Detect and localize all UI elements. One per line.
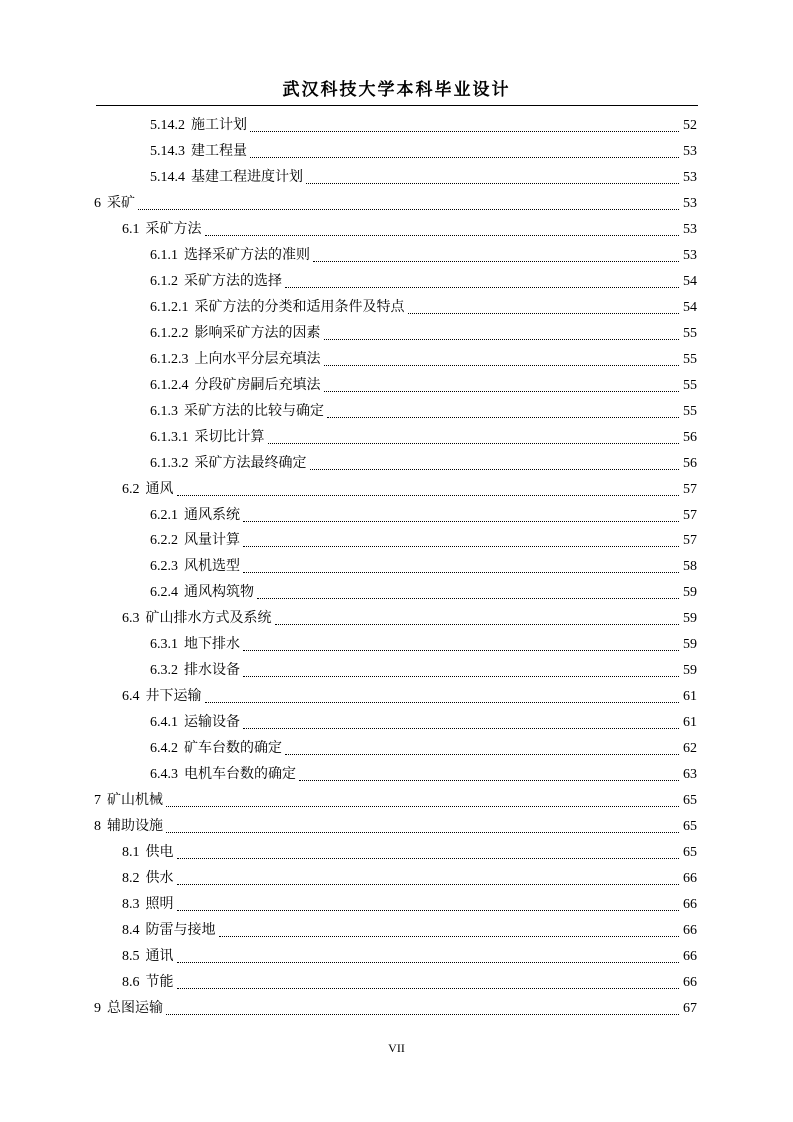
toc-entry-page-number: 56 <box>683 455 697 471</box>
toc-entry-number: 6.2 <box>122 481 140 497</box>
toc-entry-title: 节能 <box>145 974 174 990</box>
running-header-title: 武汉科技大学本科毕业设计 <box>282 80 511 99</box>
toc-entry-page-number: 67 <box>683 1000 697 1016</box>
toc-entry[interactable] <box>0 762 793 788</box>
dot-leader <box>268 443 680 444</box>
toc-entry-number: 6.2.1 <box>150 507 178 523</box>
toc-entry-number: 6.3.1 <box>150 637 178 653</box>
toc-entry-number: 8.5 <box>122 948 140 964</box>
toc-entry[interactable] <box>0 996 793 1022</box>
dot-leader <box>243 676 679 677</box>
toc-entry-page-number: 66 <box>683 871 697 887</box>
toc-entry-number: 6.4.2 <box>150 741 178 757</box>
toc-entry-page-number: 59 <box>683 611 697 627</box>
toc-entry-page-number: 57 <box>683 533 697 549</box>
toc-entry[interactable] <box>0 710 793 736</box>
toc-entry-page-number: 54 <box>683 299 697 315</box>
toc-entry[interactable] <box>0 165 793 191</box>
toc-entry-number: 6.1.2.1 <box>150 299 189 315</box>
dot-leader <box>310 469 680 470</box>
toc-entry-number: 6.1.3 <box>150 403 178 419</box>
dot-leader <box>327 417 679 418</box>
toc-entry-title: 采矿方法的比较与确定 <box>184 403 324 419</box>
dot-leader <box>250 131 679 132</box>
toc-entry-number: 6.1.2.3 <box>150 351 189 367</box>
toc-entry-number: 6.3.2 <box>150 663 178 679</box>
toc-entry-number: 6.2.3 <box>150 559 178 575</box>
toc-entry-number: 6.4.1 <box>150 715 178 731</box>
toc-entry-title: 采矿方法的选择 <box>184 273 282 289</box>
dot-leader <box>205 235 680 236</box>
toc-entry-title: 通风 <box>145 481 174 497</box>
toc-entry[interactable] <box>0 658 793 684</box>
dot-leader <box>408 313 680 314</box>
dot-leader <box>166 1014 679 1015</box>
page-number: VII <box>388 1041 405 1055</box>
toc-entry[interactable] <box>0 788 793 814</box>
toc-entry-number: 6.1.2.2 <box>150 325 189 341</box>
toc-entry[interactable] <box>0 269 793 295</box>
toc-entry-page-number: 55 <box>683 325 697 341</box>
toc-entry-number: 6.1.3.1 <box>150 429 189 445</box>
dot-leader <box>177 884 680 885</box>
toc-entry-page-number: 66 <box>683 974 697 990</box>
toc-entry-page-number: 53 <box>683 221 697 237</box>
toc-entry-title: 井下运输 <box>145 689 202 705</box>
toc-entry[interactable] <box>0 295 793 321</box>
toc-entry-page-number: 62 <box>683 741 697 757</box>
dot-leader <box>257 598 679 599</box>
table-of-contents <box>0 113 793 1022</box>
toc-entry-page-number: 65 <box>683 793 697 809</box>
toc-entry-number: 9 <box>94 1000 101 1016</box>
toc-entry[interactable] <box>0 918 793 944</box>
toc-entry-title: 上向水平分层充填法 <box>194 351 321 367</box>
toc-entry-title: 矿车台数的确定 <box>184 741 282 757</box>
toc-entry-page-number: 66 <box>683 897 697 913</box>
toc-entry-page-number: 59 <box>683 637 697 653</box>
dot-leader <box>177 495 680 496</box>
toc-entry[interactable] <box>0 892 793 918</box>
dot-leader <box>299 780 679 781</box>
toc-entry-number: 5.14.2 <box>150 117 185 133</box>
toc-entry-title: 运输设备 <box>184 715 240 731</box>
toc-entry-number: 8.6 <box>122 974 140 990</box>
toc-entry-page-number: 55 <box>683 403 697 419</box>
toc-entry-title: 矿山排水方式及系统 <box>145 611 272 627</box>
dot-leader <box>243 728 679 729</box>
toc-entry-number: 8.3 <box>122 897 140 913</box>
dot-leader <box>177 910 680 911</box>
toc-entry-number: 6.1.1 <box>150 247 178 263</box>
toc-entry-number: 6.4.3 <box>150 767 178 783</box>
toc-entry-title: 风机选型 <box>184 559 240 575</box>
toc-entry-title: 通风系统 <box>184 507 240 523</box>
dot-leader <box>285 287 679 288</box>
toc-entry[interactable] <box>0 606 793 632</box>
toc-entry-title: 采矿方法 <box>145 221 202 237</box>
dot-leader <box>166 806 679 807</box>
toc-entry-number: 6.3 <box>122 611 140 627</box>
toc-entry-number: 7 <box>94 793 101 809</box>
toc-entry-number: 8.1 <box>122 845 140 861</box>
toc-entry[interactable] <box>0 970 793 996</box>
toc-entry-number: 6.1.3.2 <box>150 455 189 471</box>
dot-leader <box>313 261 679 262</box>
toc-entry-page-number: 65 <box>683 819 697 835</box>
toc-entry[interactable] <box>0 451 793 477</box>
toc-entry-title: 选择采矿方法的准则 <box>184 247 310 263</box>
toc-entry-page-number: 57 <box>683 507 697 523</box>
toc-entry-title: 施工计划 <box>191 117 247 133</box>
toc-entry-page-number: 52 <box>683 117 697 133</box>
dot-leader <box>243 521 679 522</box>
toc-entry[interactable] <box>0 944 793 970</box>
toc-entry-title: 采矿方法最终确定 <box>194 455 307 471</box>
toc-entry-page-number: 55 <box>683 351 697 367</box>
toc-entry-page-number: 66 <box>683 923 697 939</box>
toc-entry-number: 8 <box>94 819 101 835</box>
toc-entry-title: 排水设备 <box>184 663 240 679</box>
toc-entry[interactable] <box>0 217 793 243</box>
toc-entry[interactable] <box>0 243 793 269</box>
dot-leader <box>250 157 679 158</box>
toc-entry[interactable] <box>0 684 793 710</box>
toc-entry-title: 电机车台数的确定 <box>184 767 296 783</box>
toc-entry[interactable] <box>0 477 793 503</box>
toc-entry[interactable] <box>0 321 793 347</box>
toc-entry-title: 防雷与接地 <box>145 923 216 939</box>
toc-entry-number: 6.1 <box>122 221 140 237</box>
toc-entry-title: 供电 <box>145 845 174 861</box>
toc-entry[interactable] <box>0 554 793 580</box>
toc-entry[interactable] <box>0 632 793 658</box>
toc-entry-number: 6.2.4 <box>150 585 178 601</box>
toc-entry-page-number: 53 <box>683 195 697 211</box>
dot-leader <box>166 832 679 833</box>
toc-entry-title: 照明 <box>145 897 174 913</box>
toc-entry-title: 通讯 <box>145 948 174 964</box>
toc-entry-title: 采矿方法的分类和适用条件及特点 <box>194 299 405 315</box>
toc-entry-number: 6.4 <box>122 689 140 705</box>
dot-leader <box>243 572 679 573</box>
dot-leader <box>138 209 679 210</box>
toc-entry-title: 风量计算 <box>184 533 240 549</box>
dot-leader <box>243 546 679 547</box>
toc-entry-title: 采矿 <box>107 195 135 211</box>
toc-entry[interactable] <box>0 347 793 373</box>
toc-entry-number: 8.4 <box>122 923 140 939</box>
toc-entry-number: 6.1.2 <box>150 273 178 289</box>
toc-entry-title: 辅助设施 <box>107 819 163 835</box>
toc-entry-number: 6.2.2 <box>150 533 178 549</box>
dot-leader <box>324 365 680 366</box>
dot-leader <box>177 962 680 963</box>
toc-entry-title: 矿山机械 <box>107 793 163 809</box>
dot-leader <box>306 183 679 184</box>
toc-entry-title: 基建工程进度计划 <box>191 169 303 185</box>
toc-entry-page-number: 57 <box>683 481 697 497</box>
header-rule <box>96 105 698 106</box>
toc-entry[interactable] <box>0 736 793 762</box>
toc-entry-title: 总图运输 <box>107 1000 163 1016</box>
toc-entry-title: 建工程量 <box>191 143 247 159</box>
toc-entry[interactable] <box>0 373 793 399</box>
toc-entry[interactable] <box>0 529 793 555</box>
toc-entry-title: 分段矿房嗣后充填法 <box>194 377 321 393</box>
toc-entry[interactable] <box>0 503 793 529</box>
toc-entry[interactable] <box>0 580 793 606</box>
toc-entry-page-number: 65 <box>683 845 697 861</box>
toc-entry-page-number: 53 <box>683 143 697 159</box>
toc-entry-page-number: 53 <box>683 247 697 263</box>
toc-entry[interactable] <box>0 113 793 139</box>
dot-leader <box>285 754 679 755</box>
toc-entry-number: 5.14.4 <box>150 169 185 185</box>
toc-entry-number: 6.1.2.4 <box>150 377 189 393</box>
toc-entry-page-number: 66 <box>683 948 697 964</box>
toc-entry-number: 5.14.3 <box>150 143 185 159</box>
toc-entry[interactable] <box>0 866 793 892</box>
toc-entry-page-number: 53 <box>683 169 697 185</box>
toc-entry[interactable] <box>0 399 793 425</box>
dot-leader <box>324 339 680 340</box>
toc-entry[interactable] <box>0 814 793 840</box>
dot-leader <box>275 624 680 625</box>
toc-entry-page-number: 61 <box>683 689 697 705</box>
dot-leader <box>205 702 680 703</box>
toc-entry-title: 影响采矿方法的因素 <box>194 325 321 341</box>
toc-entry[interactable] <box>0 840 793 866</box>
toc-entry-page-number: 58 <box>683 559 697 575</box>
dot-leader <box>177 988 680 989</box>
toc-entry-page-number: 54 <box>683 273 697 289</box>
toc-entry[interactable] <box>0 425 793 451</box>
dot-leader <box>177 858 680 859</box>
toc-entry[interactable] <box>0 191 793 217</box>
toc-entry-page-number: 59 <box>683 663 697 679</box>
toc-entry-number: 6 <box>94 195 101 211</box>
toc-entry-page-number: 56 <box>683 429 697 445</box>
toc-entry-number: 8.2 <box>122 871 140 887</box>
toc-entry-title: 通风构筑物 <box>184 585 254 601</box>
toc-entry-page-number: 59 <box>683 585 697 601</box>
toc-entry-title: 地下排水 <box>184 637 240 653</box>
toc-entry-page-number: 55 <box>683 377 697 393</box>
toc-entry-title: 供水 <box>145 871 174 887</box>
dot-leader <box>324 391 680 392</box>
toc-entry[interactable] <box>0 139 793 165</box>
toc-entry-page-number: 61 <box>683 715 697 731</box>
toc-entry-page-number: 63 <box>683 767 697 783</box>
dot-leader <box>243 650 679 651</box>
dot-leader <box>219 936 680 937</box>
toc-entry-title: 采切比计算 <box>194 429 265 445</box>
